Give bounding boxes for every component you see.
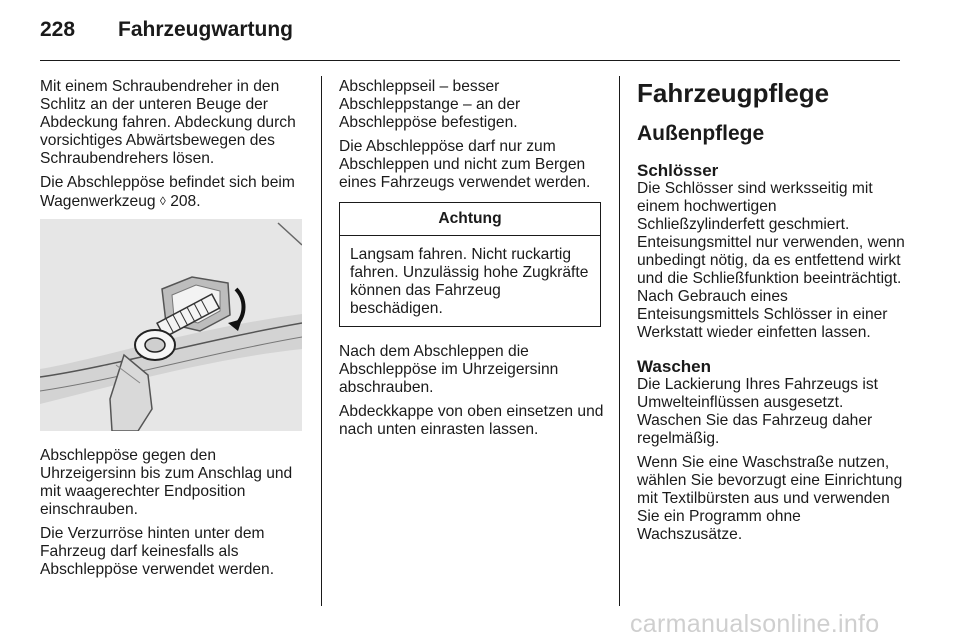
- paragraph-towing-eye-location: [40, 174, 306, 211]
- cross-reference-page[interactable]: 208.: [170, 193, 201, 210]
- column-divider-1: [321, 76, 322, 606]
- paragraph-attach-tow-rope: Abschleppseil – besser Abschleppstange – an der Abschleppöse befestigen.: [339, 78, 521, 131]
- towing-eye-illustration: [40, 219, 302, 431]
- washing-text-1: Die Lackierung Ihres Fahrzeugs ist Umwelteinflüssen ausgesetzt. Waschen Sie das Fahrzeug daher regelmäßig.: [637, 376, 878, 447]
- paragraph-remove-cover: Mit einem Schraubendreher in den Schlitz an der unteren Beuge der Abdeckung fahren. Abdeckung durch vorsichtiges Abwärtsbewegen des Schraubendrehers lösen.: [40, 78, 296, 167]
- towing-eye-location-text: Die Abschleppöse befindet sich beim Wagenwerkzeug: [40, 174, 295, 210]
- towing-eye-drawing: [40, 219, 302, 431]
- page-title: Fahrzeugwartung: [118, 18, 294, 41]
- caution-title: Achtung: [340, 203, 600, 236]
- watermark: carmanualsonline.info: [630, 610, 880, 638]
- column-3: [637, 78, 905, 550]
- page-number: 228: [40, 18, 76, 41]
- page-header: [40, 18, 293, 42]
- subsection-title: Außenpflege: [637, 122, 765, 145]
- washing-heading: Waschen: [637, 357, 712, 376]
- paragraph-refit-cover: Abdeckkappe von oben einsetzen und nach unten einrasten lassen.: [339, 403, 604, 438]
- locks-heading: Schlösser: [637, 161, 719, 180]
- column-1: [40, 78, 306, 585]
- column-divider-2: [619, 76, 620, 606]
- caution-box: [339, 202, 601, 327]
- section-title: Fahrzeugpflege: [637, 78, 830, 108]
- column-2: [339, 78, 605, 445]
- paragraph-unscrew-towing-eye: Nach dem Abschleppen die Abschleppöse im Uhrzeigersinn abschrauben.: [339, 343, 559, 396]
- header-rule: [40, 60, 900, 61]
- paragraph-screw-in-towing-eye: Abschleppöse gegen den Uhrzeigersinn bis zum Anschlag und mit waagerechter Endposition einschrauben.: [40, 447, 293, 518]
- washing-text-2: Wenn Sie eine Waschstraße nutzen, wählen Sie bevorzugt eine Einrichtung mit Textilbürsten aus und verwenden Sie ein Programm ohne Wachszusätze.: [637, 454, 903, 543]
- locks-text: Die Schlösser sind werksseitig mit einem hochwertigen Schließzylinderfett geschmiert. Enteisungsmittel nur verwenden, wenn unbedingt nötig, da es entfettend wirkt und die Schließfunktion beeinträchtigt. Nach Gebrauch eines Enteisungsmittels Schlösser in einer Werkstatt wieder einfetten lassen.: [637, 180, 905, 341]
- caution-text: Langsam fahren. Nicht ruckartig fahren. Unzulässig hohe Zugkräfte können das Fahrzeug beschädigen.: [350, 246, 589, 317]
- paragraph-towing-eye-usage: Die Abschleppöse darf nur zum Abschleppen und nicht zum Bergen eines Fahrzeugs verwendet werden.: [339, 138, 591, 191]
- paragraph-lashing-eye-warning: Die Verzurröse hinten unter dem Fahrzeug darf keinesfalls als Abschleppöse verwendet werden.: [40, 525, 275, 578]
- cross-reference-triangle-icon: ◊: [159, 194, 166, 208]
